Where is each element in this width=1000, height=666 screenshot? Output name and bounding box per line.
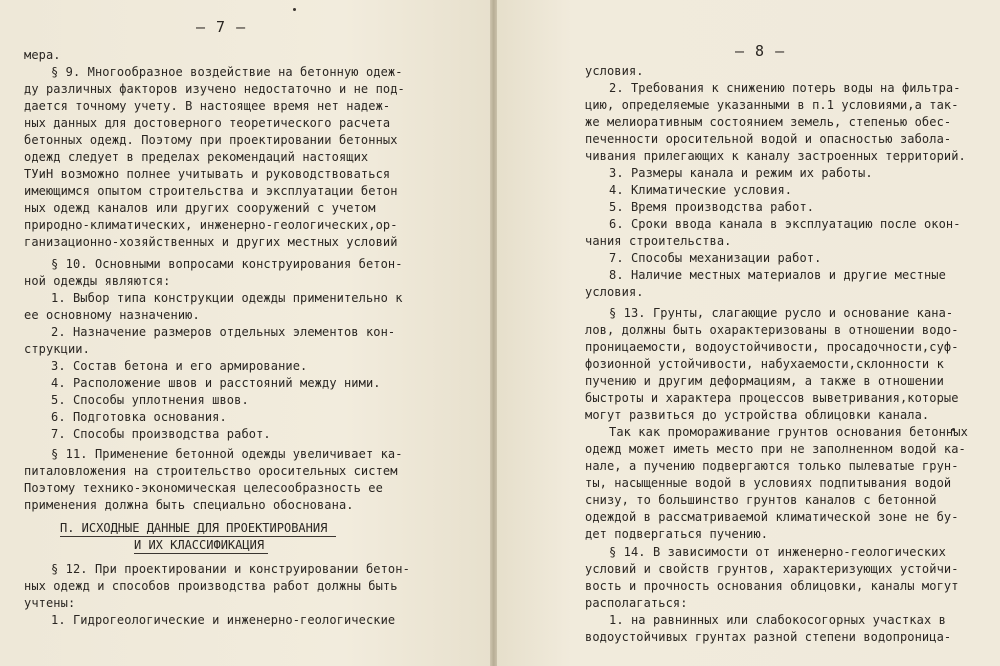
text-line: быстроты и характера процессов выветривания,которые xyxy=(585,391,959,405)
text-line: 1. Гидрогеологические и инженерно-геологические xyxy=(51,613,396,627)
text-line: чания строительства. xyxy=(585,234,732,248)
text-line: 3. Размеры канала и режим их работы. xyxy=(609,166,873,180)
text-line: пучению и другим деформациям, а также в отношении xyxy=(585,374,944,388)
text-line: 5. Время производства работ. xyxy=(609,200,815,214)
text-line: § 9. Многообразное воздействие на бетонную одеж- xyxy=(51,65,403,79)
text-line: 3. Состав бетона и его армирование. xyxy=(51,359,308,373)
text-line: 8. Наличие местных материалов и другие местные xyxy=(609,268,946,282)
text-line: 1. Выбор типа конструкции одежды применительно к xyxy=(51,291,403,305)
text-line: имеющимся опытом строительства и эксплуатации бетон xyxy=(24,184,398,198)
text-line: § 14. В зависимости от инженерно-геологических xyxy=(609,545,946,559)
section-heading: И ИХ КЛАССИФИКАЦИЯ xyxy=(134,538,265,552)
text-line: снизу, то большинство грунтов каналов с бетонной xyxy=(585,493,937,507)
section-heading: П. ИСХОДНЫЕ ДАННЫЕ ДЛЯ ПРОЕКТИРОВАНИЯ xyxy=(60,521,328,535)
text-line: ных одежд каналов или других сооружений с учетом xyxy=(24,201,376,215)
text-line: бетонных одежд. Поэтому при проектировании бетонных xyxy=(24,133,398,147)
text-line: чивания прилегающих к каналу застроенных территорий. xyxy=(585,149,966,163)
text-line: § 11. Применение бетонной одежды увеличивает ка- xyxy=(51,447,403,461)
text-line: ТУиН возможно полнее учитывать и руководствоваться xyxy=(24,167,391,181)
text-line: ее основному назначению. xyxy=(24,308,200,322)
left-page xyxy=(0,0,492,666)
text-line: условия. xyxy=(585,64,644,78)
text-line: одежд может иметь место при не заполненном водой ка- xyxy=(585,442,966,456)
text-line: 7. Способы производства работ. xyxy=(51,427,271,441)
ink-speck xyxy=(293,8,296,11)
text-line: же мелиоративным состоянием земель, степенью обес- xyxy=(585,115,952,129)
text-line: природно-климатических, инженерно-геологических,ор- xyxy=(24,218,398,232)
text-line: дет подвергаться пучению. xyxy=(585,527,769,541)
text-line: § 12. При проектировании и конструировании бетон- xyxy=(51,562,410,576)
text-line: нале, а пучению подвергаются только пылеватые грун- xyxy=(585,459,959,473)
text-line: одежд следует в пределах рекомендаций настоящих xyxy=(24,150,369,164)
text-line: мера. xyxy=(24,48,61,62)
text-line: могут развиться до устройства облицовки канала. xyxy=(585,408,930,422)
text-line: 2. Назначение размеров отдельных элементов кон- xyxy=(51,325,396,339)
text-line: 7. Способы механизации работ. xyxy=(609,251,822,265)
text-line: Поэтому технико-экономическая целесообразность ее xyxy=(24,481,383,495)
text-line: условия. xyxy=(585,285,644,299)
text-line: водоустойчивых грунтах разной степени водопроница- xyxy=(585,630,952,644)
right-page xyxy=(497,0,1000,666)
text-line: 6. Подготовка основания. xyxy=(51,410,227,424)
text-line: ганизационно-хозяйственных и других местных условий xyxy=(24,235,398,249)
text-line: лов, должны быть охарактеризованы в отношении водо- xyxy=(585,323,959,337)
text-line: цию, определяемые указанными в п.1 условиями,а так- xyxy=(585,98,959,112)
text-line: применения должна быть специально обоснована. xyxy=(24,498,354,512)
text-line: 2. Требования к снижению потерь воды на фильтра- xyxy=(609,81,961,95)
text-line: вость и прочность основания облицовки, каналы могут xyxy=(585,579,959,593)
text-line: Так как промораживание грунтов основания бетонных xyxy=(609,425,968,439)
heading-underline xyxy=(134,553,268,554)
text-line: ты, насыщенные водой в условиях подпитывания водой xyxy=(585,476,952,490)
text-line: учтены: xyxy=(24,596,76,610)
text-line: дается точному учету. В настоящее время нет надеж- xyxy=(24,99,391,113)
text-line: 1. на равнинных или слабокосогорных участках в xyxy=(609,613,946,627)
text-line: питаловложения на строительство оросительных систем xyxy=(24,464,398,478)
page-number: — 8 — xyxy=(735,42,786,60)
page-number: — 7 — xyxy=(196,18,247,36)
text-line: струкции. xyxy=(24,342,90,356)
text-line: 6. Сроки ввода канала в эксплуатацию после окон- xyxy=(609,217,961,231)
text-line: § 10. Основными вопросами конструирования бетон- xyxy=(51,257,403,271)
text-line: печенности оросительной водой и опасностью забола- xyxy=(585,132,952,146)
text-line: фозионной устойчивости, набухаемости,склонности к xyxy=(585,357,944,371)
text-line: 5. Способы уплотнения швов. xyxy=(51,393,249,407)
text-line: ных одежд и способов производства работ должны быть xyxy=(24,579,398,593)
text-line: 4. Климатические условия. xyxy=(609,183,793,197)
text-line: ду различных факторов изучено недостаточно и не под- xyxy=(24,82,405,96)
text-line: располагаться: xyxy=(585,596,688,610)
text-line: ной одежды являются: xyxy=(24,274,171,288)
text-line: 4. Расположение швов и расстояний между ними. xyxy=(51,376,381,390)
text-line: ных данных для достоверного теоретического расчета xyxy=(24,116,391,130)
text-line: условий и свойств грунтов, характеризующих устойчи- xyxy=(585,562,959,576)
text-line: § 13. Грунты, слагающие русло и основание кана- xyxy=(609,306,954,320)
text-line: одеждой в рассматриваемой климатической зоне не бу- xyxy=(585,510,959,524)
text-line: проницаемости, водоустойчивости, просадочности,суф- xyxy=(585,340,959,354)
